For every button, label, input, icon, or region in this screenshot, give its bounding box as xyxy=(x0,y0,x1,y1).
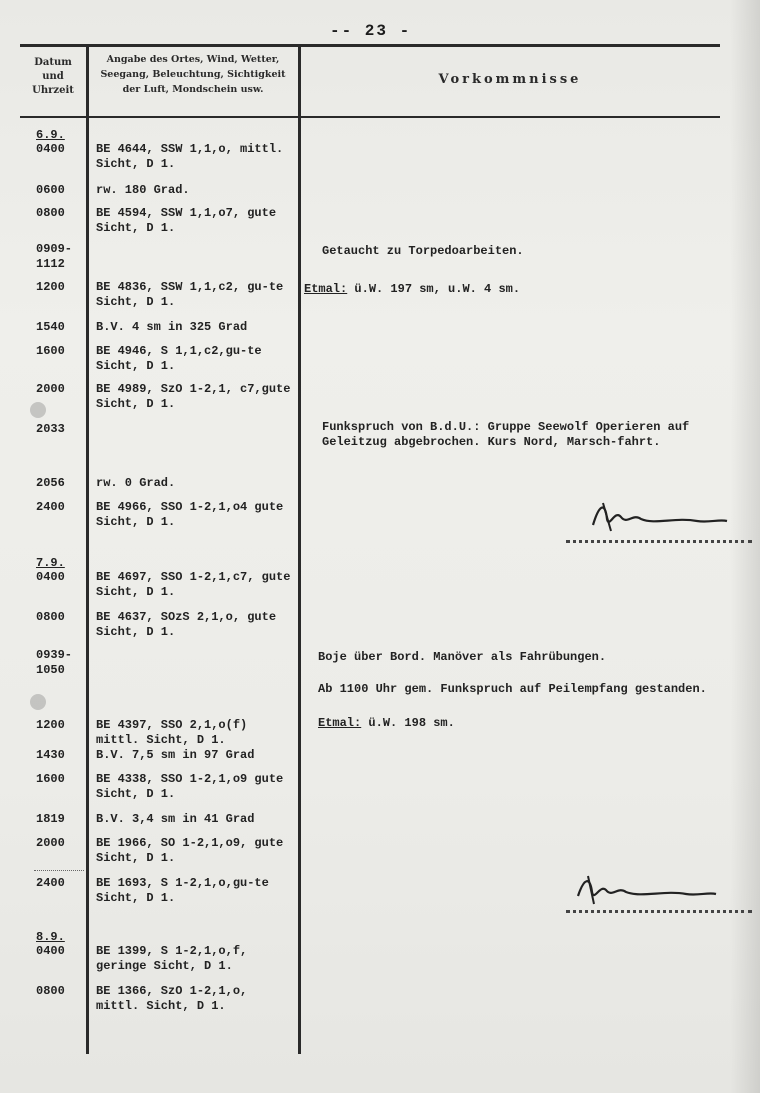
table-top-rule xyxy=(20,44,720,47)
etmal-value: ü.W. 198 sm. xyxy=(368,716,455,730)
row-entry: B.V. 4 sm in 325 Grad xyxy=(96,320,248,334)
row-time: 0400 xyxy=(36,944,65,958)
row-time: 0400 xyxy=(36,142,65,156)
row-entry: BE 4836, SSW 1,1,c2, gu-te Sicht, D 1. xyxy=(96,280,284,309)
signature-1 xyxy=(585,495,735,535)
row-time: 2400 xyxy=(36,876,65,890)
row-entry: BE 4338, SSO 1-2,1,o9 gute Sicht, D 1. xyxy=(96,772,284,801)
row-time: 1430 xyxy=(36,748,65,762)
row-entry: BE 1399, S 1-2,1,o,f, geringe Sicht, D 1. xyxy=(96,944,248,973)
etmal-label: Etmal: xyxy=(318,716,362,730)
row-time: 1600 xyxy=(36,772,65,786)
row-separator xyxy=(34,870,84,871)
row-time: 0909-1112 xyxy=(36,242,73,271)
row-date: 6.9. xyxy=(36,128,65,142)
row-time: 0600 xyxy=(36,183,65,197)
row-entry: BE 1966, SO 1-2,1,o9, gute Sicht, D 1. xyxy=(96,836,284,865)
row-entry: BE 4946, S 1,1,c2,gu-te Sicht, D 1. xyxy=(96,344,262,373)
row-entry: rw. 180 Grad. xyxy=(96,183,190,197)
row-time: 1200 xyxy=(36,718,65,732)
remark-getaucht: Getaucht zu Torpedoarbeiten. xyxy=(322,244,524,258)
row-entry: B.V. 7,5 sm in 97 Grad xyxy=(96,748,255,762)
page-number: -- 23 - xyxy=(330,22,412,40)
row-entry: rw. 0 Grad. xyxy=(96,476,176,490)
row-entry: BE 4594, SSW 1,1,o7, gute Sicht, D 1. xyxy=(96,206,277,235)
signature-dotted-line xyxy=(566,910,752,913)
remark-funkspruch-2: Ab 1100 Uhr gem. Funkspruch auf Peilempfang gestanden. xyxy=(318,682,707,696)
row-entry: BE 4989, SzO 1-2,1, c7,gute Sicht, D 1. xyxy=(96,382,291,411)
etmal-label: Etmal: xyxy=(304,282,348,296)
row-date: 8.9. xyxy=(36,930,65,944)
etmal-value: ü.W. 197 sm, u.W. 4 sm. xyxy=(354,282,521,296)
hole-punch-mark xyxy=(30,694,46,710)
row-entry: BE 4397, SSO 2,1,o(f) mittl. Sicht, D 1. xyxy=(96,718,248,747)
row-entry: BE 1693, S 1-2,1,o,gu-te Sicht, D 1. xyxy=(96,876,269,905)
row-time: 2400 xyxy=(36,500,65,514)
header-datum: Datum und Uhrzeit xyxy=(32,57,74,96)
row-entry: BE 4637, SOzS 2,1,o, gute Sicht, D 1. xyxy=(96,610,277,639)
remark-etmal-2 xyxy=(318,716,455,731)
remark-boje: Boje über Bord. Manöver als Fahrübungen. xyxy=(318,650,607,664)
row-time: 2000 xyxy=(36,382,65,396)
row-time: 1540 xyxy=(36,320,65,334)
column-divider-2 xyxy=(298,44,301,1054)
header-angabe: Angabe des Ortes, Wind, Wetter, Seegang, Beleuchtung, Sichtigkeit der Luft, Mondschein usw. xyxy=(100,54,286,95)
page-edge-shadow xyxy=(730,0,760,1093)
row-time: 0939-1050 xyxy=(36,648,73,677)
row-time: 0800 xyxy=(36,610,65,624)
row-entry: BE 4644, SSW 1,1,o, mittl. Sicht, D 1. xyxy=(96,142,284,171)
signature-2 xyxy=(572,870,722,910)
row-time: 0400 xyxy=(36,570,65,584)
row-time: 1819 xyxy=(36,812,65,826)
row-time: 0800 xyxy=(36,206,65,220)
hole-punch-mark xyxy=(30,402,46,418)
row-time: 1200 xyxy=(36,280,65,294)
row-time: 0800 xyxy=(36,984,65,998)
row-date: 7.9. xyxy=(36,556,65,570)
row-time: 1600 xyxy=(36,344,65,358)
row-entry: B.V. 3,4 sm in 41 Grad xyxy=(96,812,255,826)
row-time: 2033 xyxy=(36,422,65,436)
row-entry: BE 4697, SSO 1-2,1,c7, gute Sicht, D 1. xyxy=(96,570,291,599)
column-divider-1 xyxy=(86,44,89,1054)
row-time: 2000 xyxy=(36,836,65,850)
header-vorkommnisse: Vorkommnisse xyxy=(438,72,582,87)
remark-etmal-1 xyxy=(304,282,520,297)
signature-dotted-line xyxy=(566,540,752,543)
row-time: 2056 xyxy=(36,476,65,490)
remark-funkspruch-1: Funkspruch von B.d.U.: Gruppe Seewolf Operieren auf Geleitzug abgebrochen. Kurs Nord, Marsch-fahrt. xyxy=(322,420,690,449)
row-entry: BE 1366, SzO 1-2,1,o, mittl. Sicht, D 1. xyxy=(96,984,248,1013)
row-entry: BE 4966, SSO 1-2,1,o4 gute Sicht, D 1. xyxy=(96,500,284,529)
table-header-rule xyxy=(20,116,720,118)
